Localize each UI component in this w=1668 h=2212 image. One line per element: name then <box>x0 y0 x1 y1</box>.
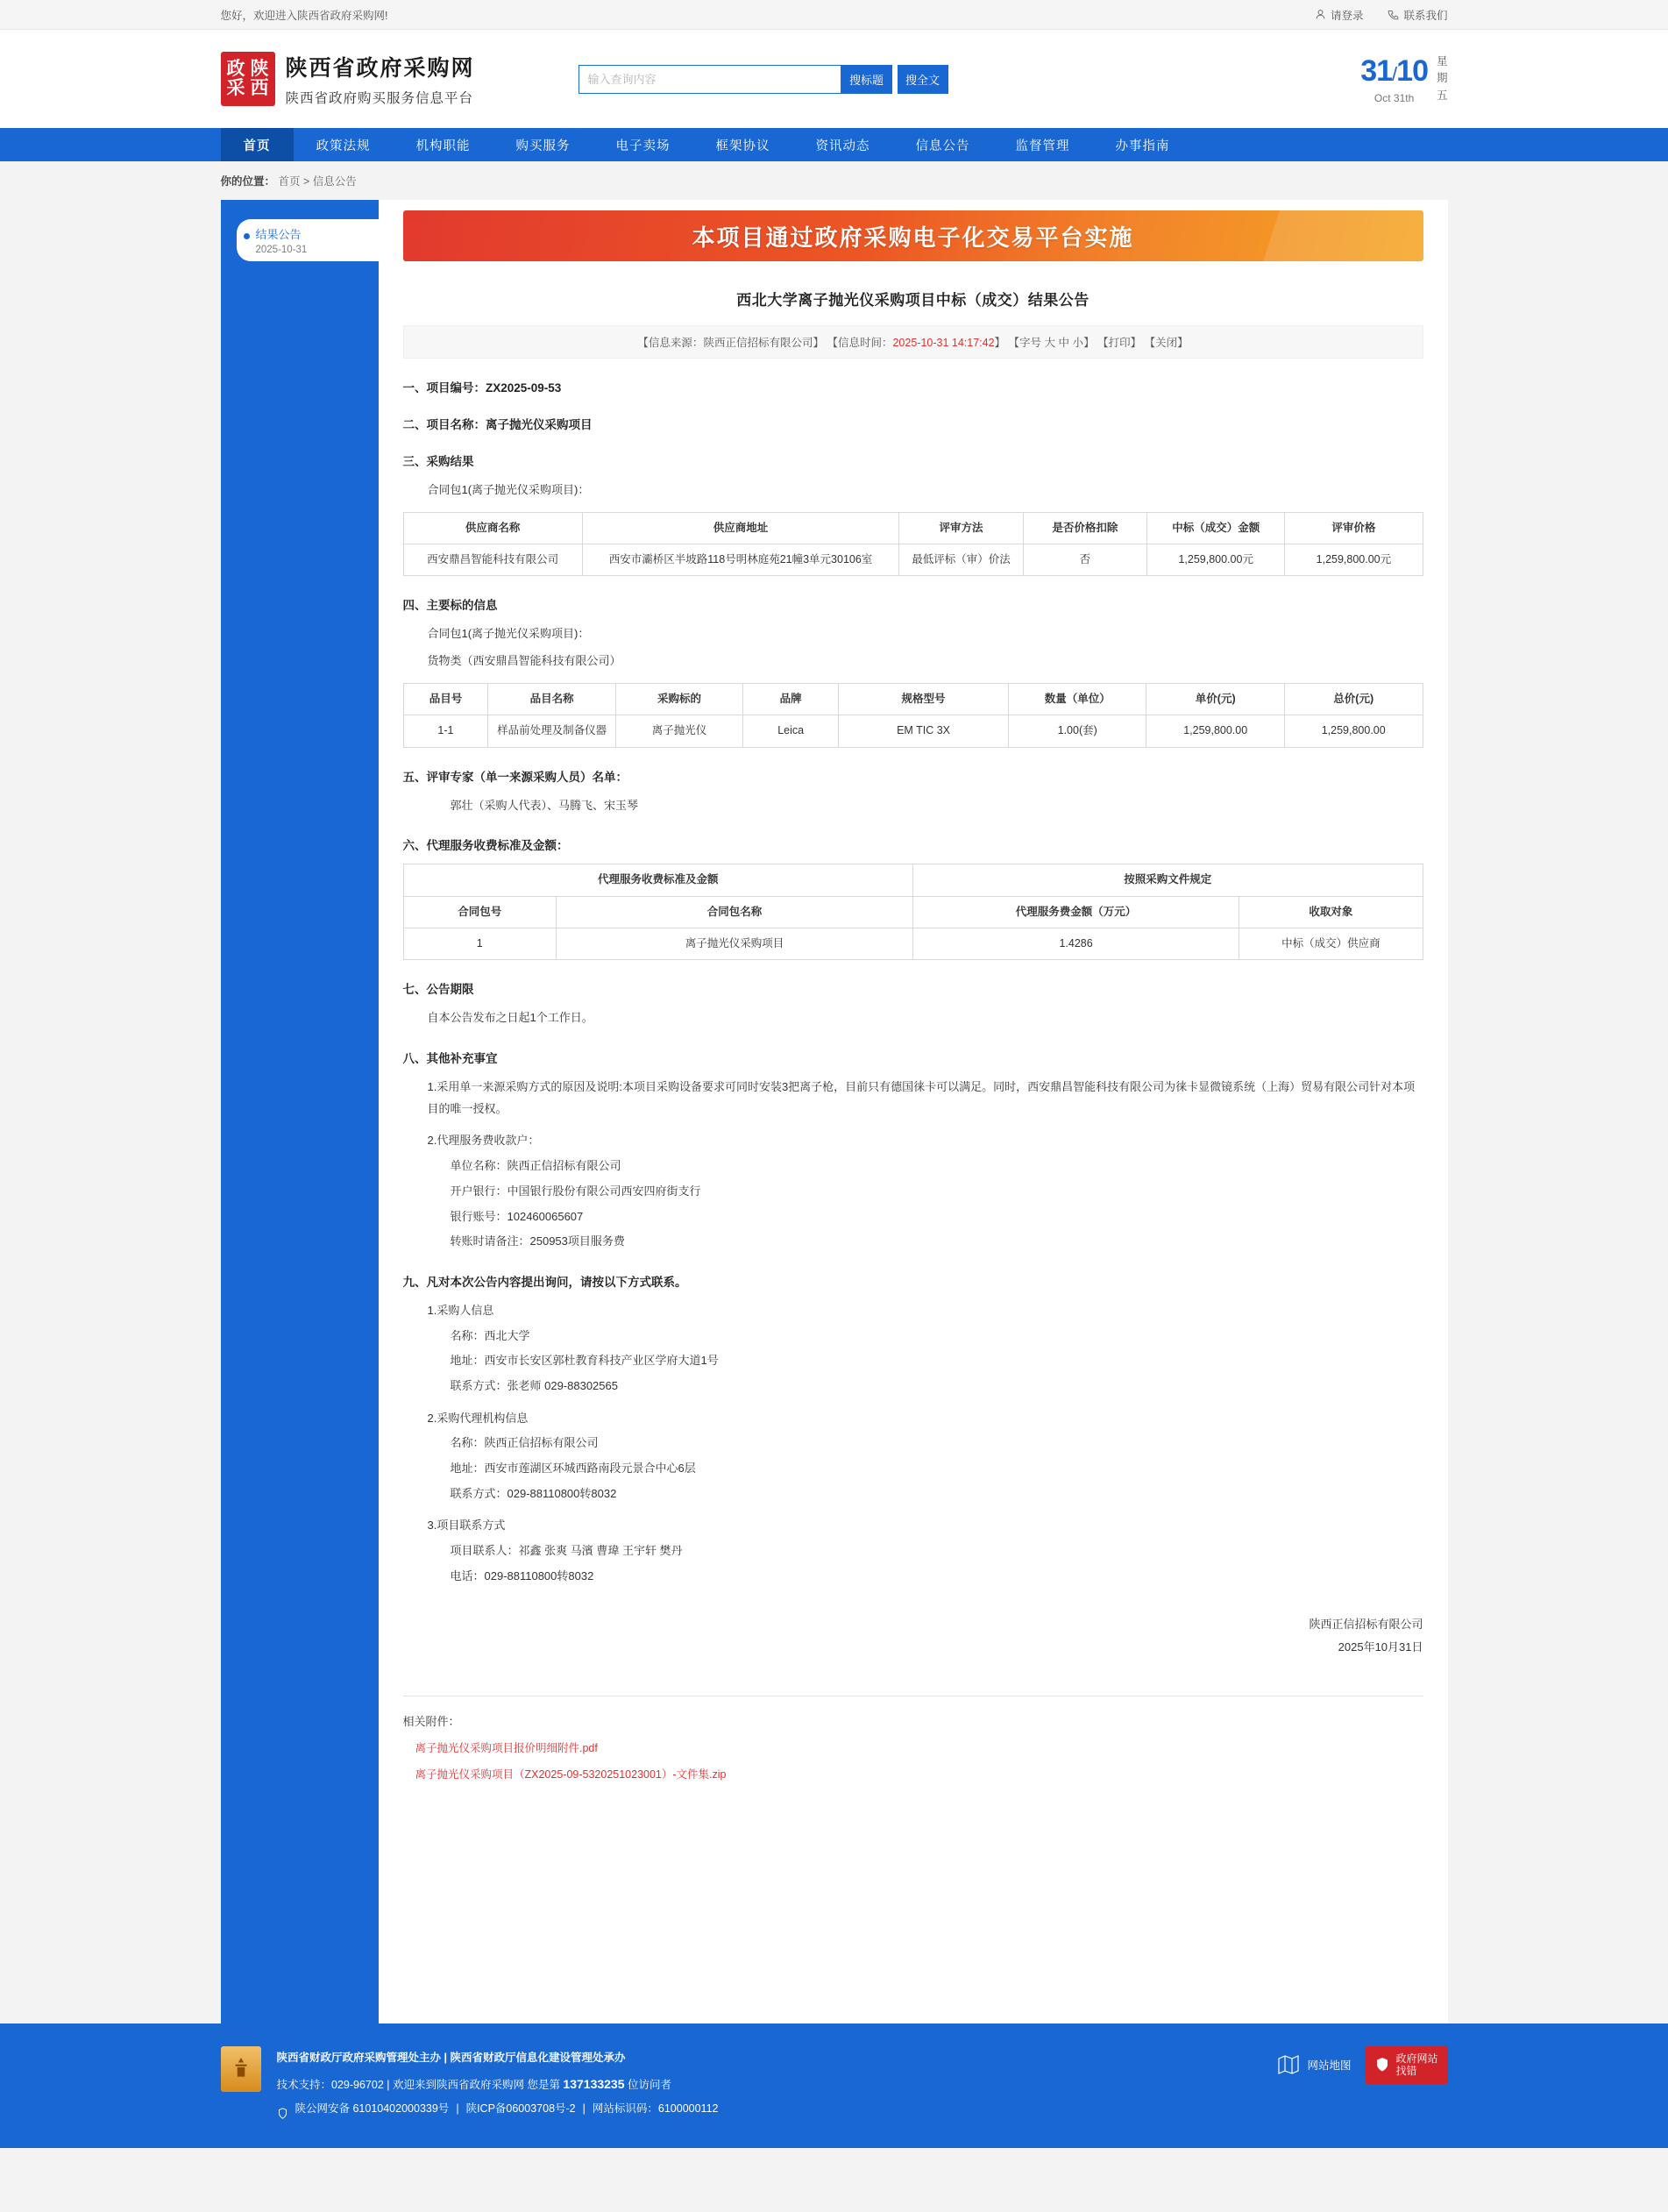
cell-package-name: 离子抛光仪采购项目 <box>556 928 912 960</box>
logo-char-3: 采 <box>226 78 245 98</box>
attachments-title: 相关附件： <box>402 1715 460 1729</box>
footer-divider-2: | <box>582 2102 586 2116</box>
purchaser-contact: 联系方式：张老师 029-88302565 <box>450 1378 618 1392</box>
section-3-package: 合同包1(离子抛光仪采购项目)： <box>427 483 590 496</box>
footer-line-2 <box>277 2071 719 2098</box>
report-error-button[interactable] <box>1365 2046 1447 2084</box>
footer-line-3 <box>277 2097 719 2122</box>
th-fee-rule-group: 按照采购文件规定 <box>912 864 1423 896</box>
cell-fee-payer: 中标（成交）供应商 <box>1239 928 1423 960</box>
font-size-large-button[interactable]: 大 <box>1044 337 1056 349</box>
site-name: 陕西省政府采购网 <box>285 56 475 81</box>
breadcrumb <box>221 161 1448 200</box>
police-badge-icon <box>277 2104 288 2116</box>
table-row <box>403 715 1423 747</box>
th-item-total-price: 总价(元) <box>1284 683 1423 715</box>
page-title: 西北大学离子抛光仪采购项目中标（成交）结果公告 <box>736 292 1090 309</box>
search-fulltext-button[interactable]: 搜全文 <box>898 65 948 94</box>
date-widget <box>1360 53 1447 104</box>
map-icon <box>1277 2053 1300 2076</box>
signature-block <box>403 1613 1423 1659</box>
section-8-bank: 开户银行：中国银行股份有限公司西安四府街支行 <box>450 1184 701 1198</box>
user-icon <box>1315 9 1326 20</box>
table-row <box>403 928 1423 960</box>
cell-package-no: 1 <box>403 928 556 960</box>
breadcrumb-label: 你的位置： <box>220 175 276 188</box>
meta-font-end: 】 <box>1083 337 1095 349</box>
site-footer <box>0 2024 1668 2148</box>
attachments-section <box>403 1696 1423 1782</box>
print-button[interactable]: 【打印】 <box>1097 337 1142 349</box>
table-header-row <box>403 683 1423 715</box>
nav-item-emall[interactable]: 电子卖场 <box>615 139 671 153</box>
login-link[interactable] <box>1315 7 1364 23</box>
search-input[interactable] <box>578 65 841 94</box>
login-label: 请登录 <box>1330 9 1364 22</box>
cell-supplier-name: 西安鼎昌智能科技有限公司 <box>403 544 582 576</box>
project-contact-phone: 电话：029-88110800转8032 <box>450 1568 594 1583</box>
logo-mark-icon <box>221 52 275 106</box>
footer-support-text: 技术支持：029-96702 | 欢迎来到陕西省政府采购网 您是第 <box>276 2078 564 2091</box>
footer-divider-1: | <box>456 2102 459 2116</box>
top-utility-bar <box>0 0 1668 30</box>
th-item-model: 规格型号 <box>839 683 1009 715</box>
site-logo[interactable] <box>221 51 475 107</box>
logo-char-1: 政 <box>226 58 245 79</box>
platform-banner: 本项目通过政府采购电子化交易平台实施 <box>403 210 1423 261</box>
font-size-medium-button[interactable]: 中 <box>1058 337 1070 349</box>
meta-source-end: 】 <box>813 337 824 349</box>
cell-review-method: 最低评标（审）价法 <box>899 544 1023 576</box>
th-supplier-name: 供应商名称 <box>403 512 582 544</box>
section-8-account-name: 单位名称：陕西正信招标有限公司 <box>450 1159 621 1173</box>
logo-char-2: 陕 <box>250 58 269 79</box>
th-item-no: 品目号 <box>403 683 488 715</box>
section-9-group3-title: 3.项目联系方式 <box>427 1519 506 1533</box>
th-price-deduction: 是否价格扣除 <box>1023 512 1146 544</box>
cell-item-no: 1-1 <box>403 715 488 747</box>
meta-source: 陕西正信招标有限公司 <box>703 337 813 349</box>
footer-police-record[interactable]: 陕公网安备 61010402000339号 <box>295 2102 450 2116</box>
th-review-price: 评审价格 <box>1285 512 1423 544</box>
section-2-title: 二、项目名称：离子抛光仪采购项目 <box>402 418 593 431</box>
sidebar-item-date: 2025-10-31 <box>255 245 308 255</box>
footer-line-1: 陕西省财政厅政府采购管理处主办 | 陕西省财政厅信息化建设管理处承办 <box>276 2052 626 2064</box>
search-title-button[interactable]: 搜标题 <box>841 65 892 94</box>
nav-item-supervision[interactable]: 监督管理 <box>1015 139 1070 153</box>
nav-item-framework[interactable]: 框架协议 <box>715 139 770 153</box>
fee-table <box>403 864 1423 960</box>
purchaser-address: 地址：西安市长安区郭杜教育科技产业区学府大道1号 <box>450 1354 719 1368</box>
sidebar-item-label: 结果公告 <box>255 228 302 241</box>
section-7-body: 自本公告发布之日起1个工作日。 <box>427 1011 593 1025</box>
attachment-link-zip[interactable]: 离子抛光仪采购项目（ZX2025-09-5320251023001）-文件集.zip <box>415 1768 727 1782</box>
nav-item-functions[interactable]: 机构职能 <box>415 139 471 153</box>
cell-item-qty: 1.00(套) <box>1008 715 1146 747</box>
section-8-title: 八、其他补充事宜 <box>402 1052 498 1066</box>
section-5-body: 郭壮（采购人代表）、马腾飞、宋玉琴 <box>450 798 639 812</box>
government-emblem-icon <box>221 2046 261 2092</box>
date-slash: / <box>1392 62 1397 85</box>
contact-link[interactable] <box>1388 7 1447 23</box>
cell-fee-amount: 1.4286 <box>912 928 1239 960</box>
date-display <box>1360 54 1428 89</box>
cell-price-deduction: 否 <box>1023 544 1146 576</box>
th-item-qty: 数量（单位） <box>1008 683 1146 715</box>
welcome-text: 您好，欢迎进入陕西省政府采购网! <box>220 9 388 22</box>
footer-site-id: 网站标识码：6100000112 <box>592 2102 719 2116</box>
date-subtext: Oct 31th <box>1373 91 1415 104</box>
cell-item-brand: Leica <box>743 715 839 747</box>
cell-item-total-price: 1,259,800.00 <box>1284 715 1423 747</box>
breadcrumb-current: 信息公告 <box>312 175 357 188</box>
th-item-brand: 品牌 <box>743 683 839 715</box>
section-8-paragraph-1: 1.采用单一来源采购方式的原因及说明:本项目采购设备要求可同时安装3把离子枪，目前只有德国徕卡可以满足。同时，西安鼎昌智能科技有限公司为徕卡显微镜系统（上海）贸易有限公司针对本项目的唯一授权。 <box>427 1080 1416 1115</box>
contact-label: 联系我们 <box>1403 9 1448 22</box>
section-8-paragraph-2: 2.代理服务费收款户： <box>427 1134 540 1148</box>
section-9-group2-title: 2.采购代理机构信息 <box>427 1411 529 1425</box>
th-review-method: 评审方法 <box>899 512 1023 544</box>
report-error-line-1: 政府网站 <box>1395 2052 1438 2065</box>
site-subtitle: 陕西省政府购买服务信息平台 <box>285 91 474 106</box>
section-3-title: 三、采购结果 <box>402 455 474 468</box>
close-button[interactable]: 【关闭】 <box>1144 337 1189 349</box>
section-4-package: 合同包1(离子抛光仪采购项目)： <box>427 627 590 641</box>
cell-award-amount: 1,259,800.00元 <box>1147 544 1285 576</box>
nav-item-policy[interactable]: 政策法规 <box>316 139 371 153</box>
font-size-small-button[interactable]: 小 <box>1072 337 1084 349</box>
agency-address: 地址：西安市莲湖区环城西路南段元景合中心6层 <box>450 1462 696 1475</box>
meta-source-label: 【信息来源： <box>637 337 704 349</box>
weekday-label: 星 期 五 <box>1436 54 1448 102</box>
section-8-remark: 转账时请备注：250953项目服务费 <box>450 1234 625 1248</box>
th-item-target: 采购标的 <box>615 683 742 715</box>
attachment-link-pdf[interactable]: 离子抛光仪采购项目报价明细附件.pdf <box>415 1742 598 1755</box>
page-body <box>221 200 1448 2024</box>
meta-time: 2025-10-31 14:17:42 <box>892 337 995 349</box>
sitemap-link[interactable] <box>1277 2053 1351 2076</box>
cell-review-price: 1,259,800.00元 <box>1285 544 1423 576</box>
table-group-header-row <box>403 864 1423 896</box>
breadcrumb-separator: > <box>303 175 310 188</box>
site-header <box>0 30 1668 128</box>
main-navigation <box>0 128 1668 161</box>
signature-company: 陕西正信招标有限公司 <box>1309 1618 1423 1632</box>
section-6-title: 六、代理服务收费标准及金额： <box>402 839 569 853</box>
document-content <box>379 200 1448 1817</box>
date-day: 31 <box>1360 53 1393 88</box>
section-4-title: 四、主要标的信息 <box>402 599 498 613</box>
th-fee-amount: 代理服务费金额（万元） <box>912 896 1239 928</box>
report-error-line-2: 找错 <box>1395 2065 1417 2078</box>
th-fee-payer: 收取对象 <box>1239 896 1423 928</box>
th-supplier-address: 供应商地址 <box>582 512 898 544</box>
meta-time-label: 【信息时间： <box>827 337 893 349</box>
section-5-title: 五、评审专家（单一来源采购人员）名单： <box>402 770 628 784</box>
signature-date: 2025年10月31日 <box>1338 1640 1423 1654</box>
bullet-icon <box>244 233 250 239</box>
sitemap-label: 网站地图 <box>1307 2059 1352 2073</box>
nav-item-guide[interactable]: 办事指南 <box>1115 139 1170 153</box>
section-7-title: 七、公告期限 <box>402 983 474 997</box>
nav-item-home[interactable]: 首页 <box>221 128 294 161</box>
cell-supplier-address: 西安市灞桥区半坡路118号明林庭苑21幢3单元30106室 <box>582 544 898 576</box>
result-table <box>403 512 1423 577</box>
project-contact-person: 项目联系人：祁鑫 张爽 马濱 曹瑋 王宇轩 樊丹 <box>450 1544 683 1558</box>
th-package-name: 合同包名称 <box>556 896 912 928</box>
nav-item-announcements[interactable]: 信息公告 <box>915 139 970 153</box>
th-package-no: 合同包号 <box>403 896 556 928</box>
th-fee-standard-group: 代理服务收费标准及金额 <box>403 864 912 896</box>
th-item-name: 品目名称 <box>488 683 615 715</box>
meta-time-end: 】 <box>994 337 1006 349</box>
shield-icon <box>1374 2057 1390 2073</box>
cell-item-unit-price: 1,259,800.00 <box>1146 715 1284 747</box>
cell-item-target: 离子抛光仪 <box>615 715 742 747</box>
sidebar-item-result-announcement[interactable] <box>237 219 379 261</box>
logo-char-4: 西 <box>250 78 269 98</box>
document-meta <box>403 325 1423 359</box>
footer-icp-record[interactable]: 陕ICP备06003708号-2 <box>465 2102 576 2116</box>
phone-icon <box>1388 9 1399 20</box>
breadcrumb-home[interactable]: 首页 <box>278 175 301 188</box>
purchaser-name: 名称：西北大学 <box>450 1328 530 1342</box>
date-month: 10 <box>1396 53 1428 88</box>
agency-contact: 联系方式：029-88110800转8032 <box>450 1486 617 1500</box>
section-8-account-no: 银行账号：102460065607 <box>450 1209 584 1223</box>
table-header-row <box>403 896 1423 928</box>
search-area <box>578 65 948 94</box>
section-9-group1-title: 1.采购人信息 <box>427 1303 494 1317</box>
table-row <box>403 544 1423 576</box>
nav-item-news[interactable]: 资讯动态 <box>815 139 870 153</box>
section-4-subtitle: 货物类（西安鼎昌智能科技有限公司） <box>427 654 621 668</box>
sidebar <box>221 200 379 2024</box>
table-header-row <box>403 512 1423 544</box>
footer-visitor-suffix: 位访问者 <box>624 2078 671 2091</box>
th-item-unit-price: 单价(元) <box>1146 683 1284 715</box>
cell-item-model: EM TIC 3X <box>839 715 1009 747</box>
visitor-count: 137133235 <box>563 2076 625 2091</box>
section-1-title: 一、项目编号：ZX2025-09-53 <box>402 381 562 395</box>
agency-name: 名称：陕西正信招标有限公司 <box>450 1436 599 1450</box>
cell-item-name: 样品前处理及制备仪器 <box>488 715 615 747</box>
meta-font-label: 【字号 <box>1008 337 1042 349</box>
section-9-title: 九、凡对本次公告内容提出询问，请按以下方式联系。 <box>402 1275 687 1289</box>
item-table <box>403 683 1423 748</box>
th-award-amount: 中标（成交）金额 <box>1147 512 1285 544</box>
nav-item-purchase-service[interactable]: 购买服务 <box>515 139 571 153</box>
